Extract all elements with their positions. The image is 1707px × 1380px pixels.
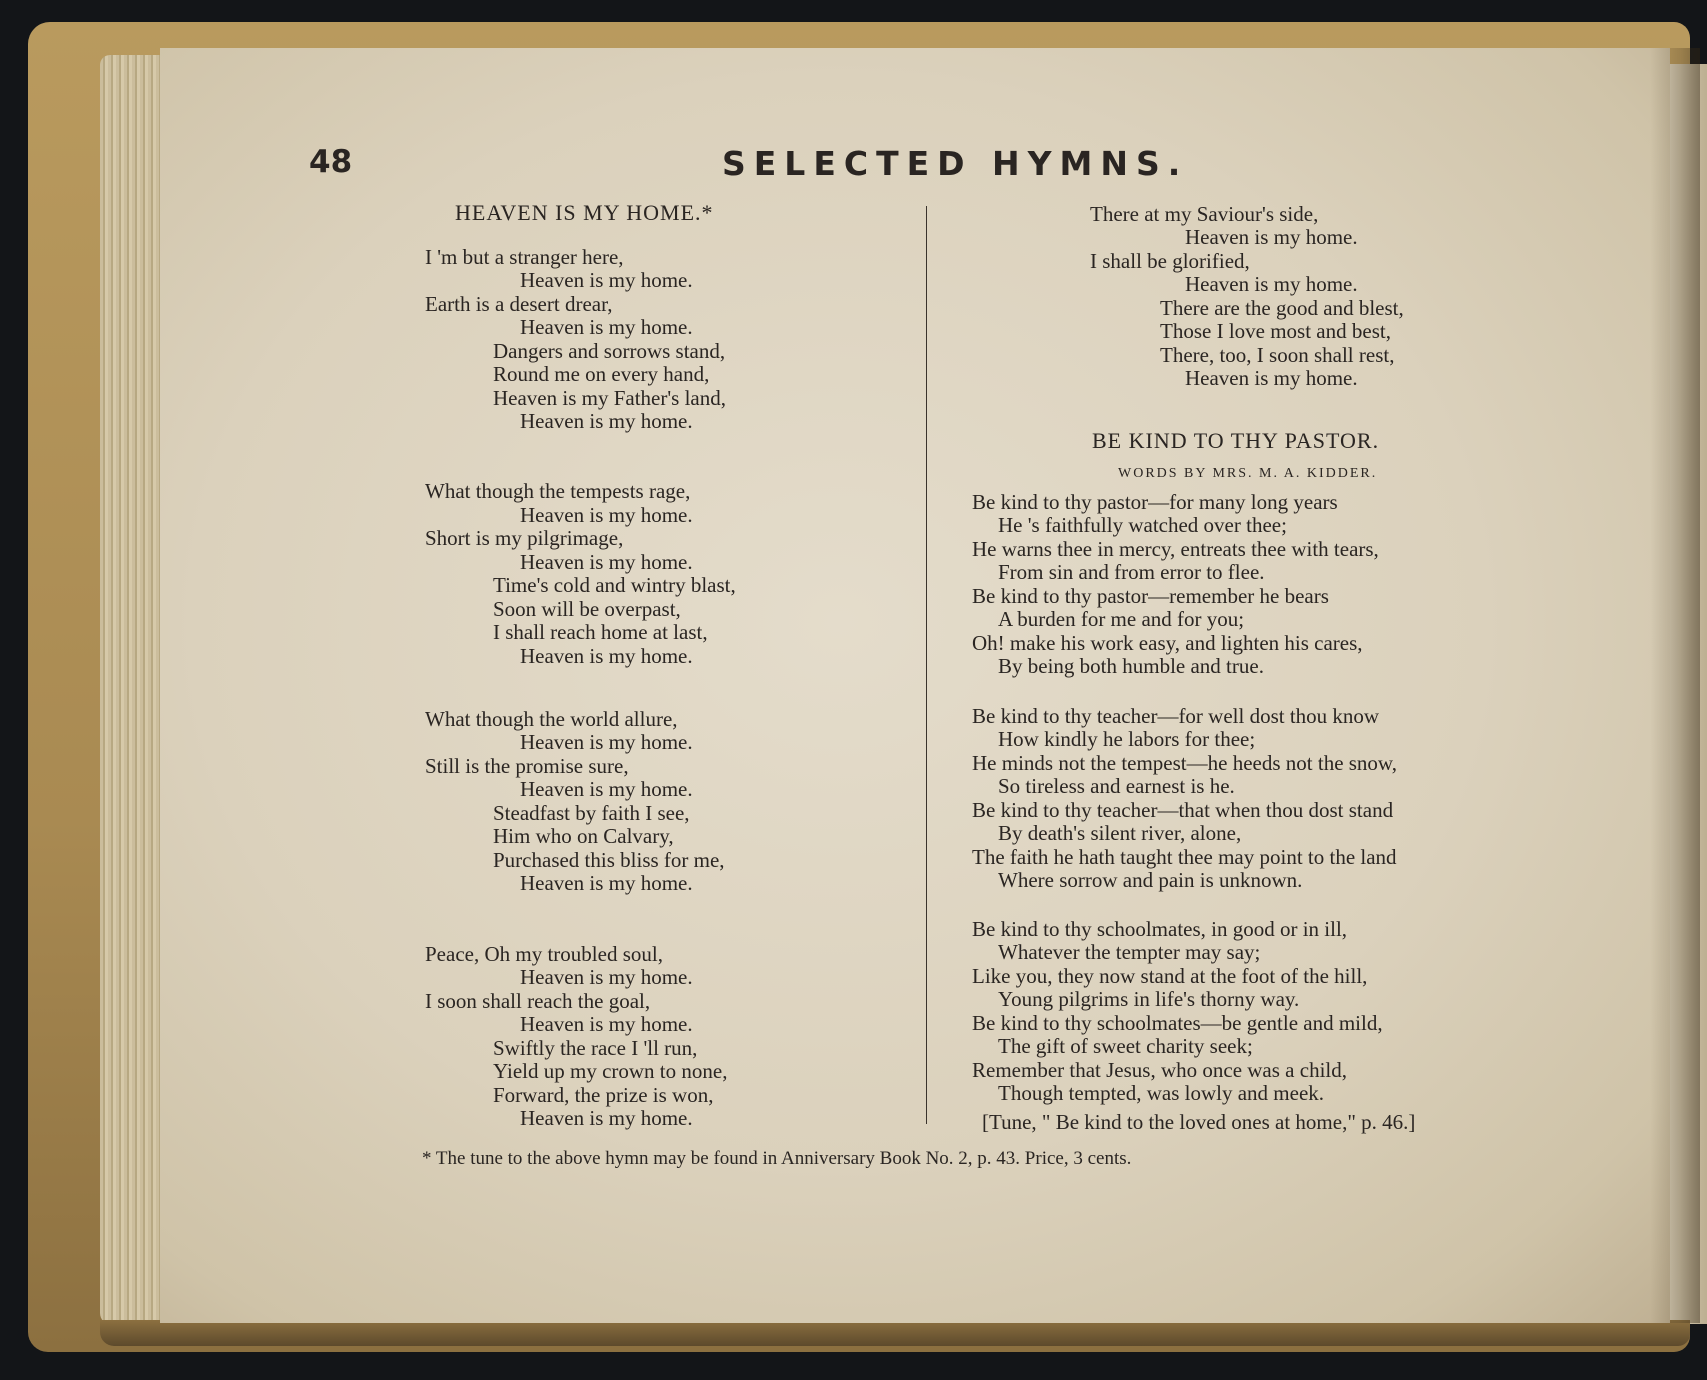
hymn1-line: Steadfast by faith I see, (493, 801, 690, 825)
hymn1-line: Heaven is my home. (520, 1106, 693, 1130)
hymn1-line: Him who on Calvary, (493, 824, 674, 848)
hymn2-line: Young pilgrims in life's thorny way. (998, 987, 1300, 1011)
hymn1-line: Time's cold and wintry blast, (493, 573, 736, 597)
hymn1-line: Short is my pilgrimage, (425, 526, 624, 550)
tune-note: [Tune, " Be kind to the loved ones at home," p. 46.] (982, 1110, 1416, 1134)
cover-bottom-edge (100, 1320, 1690, 1346)
hymn1-line: Heaven is my home. (520, 730, 693, 754)
hymn1-line: Purchased this bliss for me, (493, 848, 725, 872)
hymn1-line: Earth is a desert drear, (425, 292, 613, 316)
hymn1-line: Still is the promise sure, (425, 754, 629, 778)
hymn2-line: Be kind to thy teacher—for well dost thou know (972, 704, 1380, 728)
hymn2-line: Like you, they now stand at the foot of the hill, (972, 964, 1368, 988)
hymn2-line: He minds not the tempest—he heeds not the snow, (972, 751, 1397, 775)
hymn2-line: How kindly he labors for thee; (998, 727, 1256, 751)
hymn2-line: Be kind to thy schoolmates—be gentle and mild, (972, 1011, 1383, 1035)
hymn2-line: So tireless and earnest is he. (998, 774, 1235, 798)
hymn1-line: Heaven is my home. (520, 965, 693, 989)
hymn2-line: Where sorrow and pain is unknown. (998, 868, 1303, 892)
hymn-title-heaven: HEAVEN IS MY HOME.* (455, 200, 714, 225)
hymn1-line: There at my Saviour's side, (1090, 202, 1319, 226)
hymn1-line: What though the world allure, (425, 707, 678, 731)
hymn1-line: What though the tempests rage, (425, 479, 691, 503)
hymn2-line: Oh! make his work easy, and lighten his cares, (972, 631, 1363, 655)
hymn1-line: Those I love most and best, (1160, 319, 1391, 343)
hymn1-line: Forward, the prize is won, (493, 1083, 714, 1107)
spine-shadow (1650, 48, 1700, 1323)
hymn1-line: Heaven is my home. (1185, 366, 1358, 390)
hymn1-line: Heaven is my home. (520, 1012, 693, 1036)
hymn2-line: Be kind to thy pastor—for many long years (972, 490, 1338, 514)
hymn1-line: Soon will be overpast, (493, 597, 681, 621)
hymn1-line: I shall reach home at last, (493, 620, 708, 644)
hymn1-line: Heaven is my home. (520, 503, 693, 527)
hymn1-line: Round me on every hand, (493, 362, 710, 386)
hymn1-line: Heaven is my home. (1185, 272, 1358, 296)
page-number: 48 (309, 144, 353, 180)
hymn2-line: The faith he hath taught thee may point to the land (972, 845, 1397, 869)
book-page (160, 48, 1670, 1323)
hymn1-line: Peace, Oh my troubled soul, (425, 942, 663, 966)
hymn1-line: Yield up my crown to none, (493, 1059, 728, 1083)
hymn2-line: Be kind to thy pastor—remember he bears (972, 584, 1329, 608)
hymn1-line: I shall be glorified, (1090, 249, 1250, 273)
hymn-title-pastor: BE KIND TO THY PASTOR. (1092, 428, 1380, 453)
hymn1-line: Heaven is my home. (520, 871, 693, 895)
hymn1-line: There, too, I soon shall rest, (1160, 343, 1395, 367)
hymn2-line: The gift of sweet charity seek; (998, 1034, 1253, 1058)
hymn2-line: By being both humble and true. (998, 654, 1264, 678)
hymn1-line: Heaven is my home. (520, 550, 693, 574)
footnote: * The tune to the above hymn may be found in Anniversary Book No. 2, p. 43. Price, 3 cents. (422, 1148, 1132, 1169)
hymn2-line: Remember that Jesus, who once was a child, (972, 1058, 1347, 1082)
hymn1-line: Heaven is my home. (520, 268, 693, 292)
hymn1-line: Heaven is my home. (520, 409, 693, 433)
hymn1-line: Swiftly the race I 'll run, (493, 1036, 698, 1060)
hymn1-line: Dangers and sorrows stand, (493, 339, 726, 363)
column-rule (926, 206, 927, 1124)
hymn-byline: WORDS BY MRS. M. A. KIDDER. (1118, 466, 1378, 481)
page-edges (100, 55, 160, 1325)
hymn2-line: By death's silent river, alone, (998, 821, 1242, 845)
hymn2-line: He warns thee in mercy, entreats thee with tears, (972, 537, 1379, 561)
hymn2-line: Whatever the tempter may say; (998, 940, 1261, 964)
hymn1-line: Heaven is my home. (520, 777, 693, 801)
hymn1-line: I 'm but a stranger here, (425, 245, 624, 269)
hymn1-line: Heaven is my Father's land, (493, 386, 726, 410)
hymn1-line: Heaven is my home. (520, 315, 693, 339)
hymn2-line: Be kind to thy schoolmates, in good or in ill, (972, 917, 1348, 941)
hymn1-line: There are the good and blest, (1160, 296, 1404, 320)
hymn2-line: Though tempted, was lowly and meek. (998, 1081, 1325, 1105)
hymn2-line: From sin and from error to flee. (998, 560, 1265, 584)
hymn1-line: Heaven is my home. (520, 644, 693, 668)
hymn2-line: A burden for me and for you; (998, 607, 1245, 631)
hymn2-line: Be kind to thy teacher—that when thou dost stand (972, 798, 1394, 822)
hymn1-line: Heaven is my home. (1185, 225, 1358, 249)
hymn2-line: He 's faithfully watched over thee; (998, 513, 1287, 537)
hymn1-line: I soon shall reach the goal, (425, 989, 651, 1013)
running-head: SELECTED HYMNS. (722, 144, 1189, 183)
